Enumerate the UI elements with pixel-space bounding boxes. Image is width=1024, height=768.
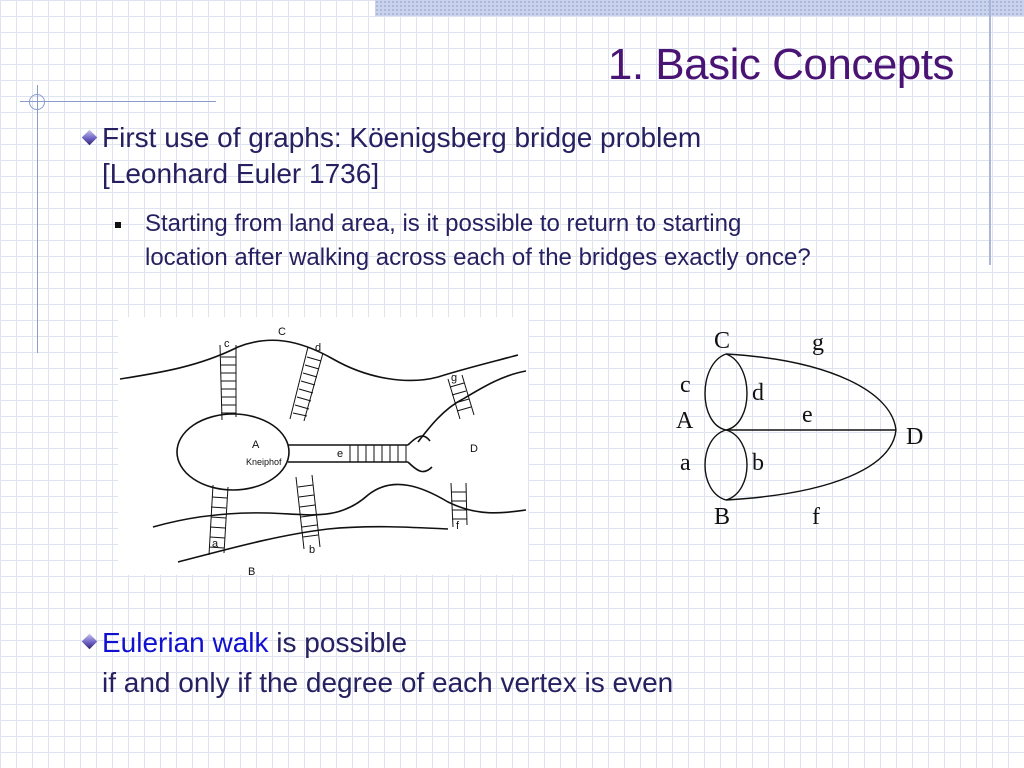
lower-riverbank [153, 484, 526, 527]
eulerian-walk-highlight: Eulerian walk [102, 627, 269, 658]
map-label-D: D [470, 443, 478, 455]
map-label-a: a [212, 538, 219, 550]
fork-upper-bank [463, 371, 526, 399]
bullet-diamond-icon [82, 130, 98, 146]
island-outline [177, 414, 289, 490]
bridge-graph-drawing [660, 322, 940, 532]
map-label-g: g [451, 372, 458, 384]
edge-b [726, 430, 747, 500]
graph-label-a: a [680, 450, 691, 476]
edge-c [705, 354, 726, 430]
map-label-b: b [309, 544, 316, 556]
edge-a [705, 430, 726, 500]
bullet-square-icon [115, 222, 121, 228]
map-label-C: C [278, 326, 286, 338]
map-label-f: f [456, 520, 460, 532]
graph-label-b: b [752, 450, 764, 476]
eulerian-walk-rest: is possible [268, 627, 408, 658]
bullet-diamond-icon [82, 634, 98, 650]
graph-label-e: e [802, 402, 813, 428]
decor-line-right [989, 0, 991, 265]
graph-label-D: D [906, 424, 924, 450]
map-label-d: d [315, 342, 322, 354]
map-label-e: e [337, 448, 344, 460]
header-band [375, 0, 1024, 16]
subbullet-question [145, 207, 975, 275]
konigsberg-map-drawing [118, 317, 528, 575]
map-label-c: c [224, 338, 230, 350]
subbullet-line2: location after walking across each of the bridges exactly once? [145, 244, 811, 271]
bullet-first-use-line1: First use of graphs: Köenigsberg bridge problem [102, 122, 702, 153]
graph-label-A: A [676, 408, 694, 434]
bullet-first-use [102, 120, 942, 192]
slide-title: 1. Basic Concepts [607, 40, 954, 89]
bullet-eulerian-line2: if and only if the degree of each vertex is even [102, 667, 674, 698]
map-label-A: A [252, 439, 260, 451]
bullet-first-use-line2: [Leonhard Euler 1736] [102, 158, 380, 189]
bullet-eulerian-line1 [102, 623, 673, 663]
map-label-B: B [248, 566, 256, 575]
graph-label-f: f [812, 504, 820, 530]
decor-line-horizontal [20, 101, 216, 102]
edge-d [726, 354, 747, 430]
decor-line-vertical [37, 85, 38, 353]
map-label-kneiphof: Kneiphof [246, 457, 282, 467]
bridge-graph [660, 322, 940, 532]
crosshair-icon [29, 94, 45, 110]
bullet-eulerian [102, 623, 673, 703]
graph-label-B: B [714, 504, 731, 530]
graph-label-c: c [680, 372, 691, 398]
bridge-e-bank [408, 436, 432, 472]
subbullet-line1: Starting from land area, is it possible to return to starting [145, 210, 742, 237]
graph-label-g: g [812, 330, 824, 356]
graph-label-C: C [714, 328, 731, 354]
graph-label-d: d [752, 380, 764, 406]
konigsberg-map [118, 317, 528, 575]
